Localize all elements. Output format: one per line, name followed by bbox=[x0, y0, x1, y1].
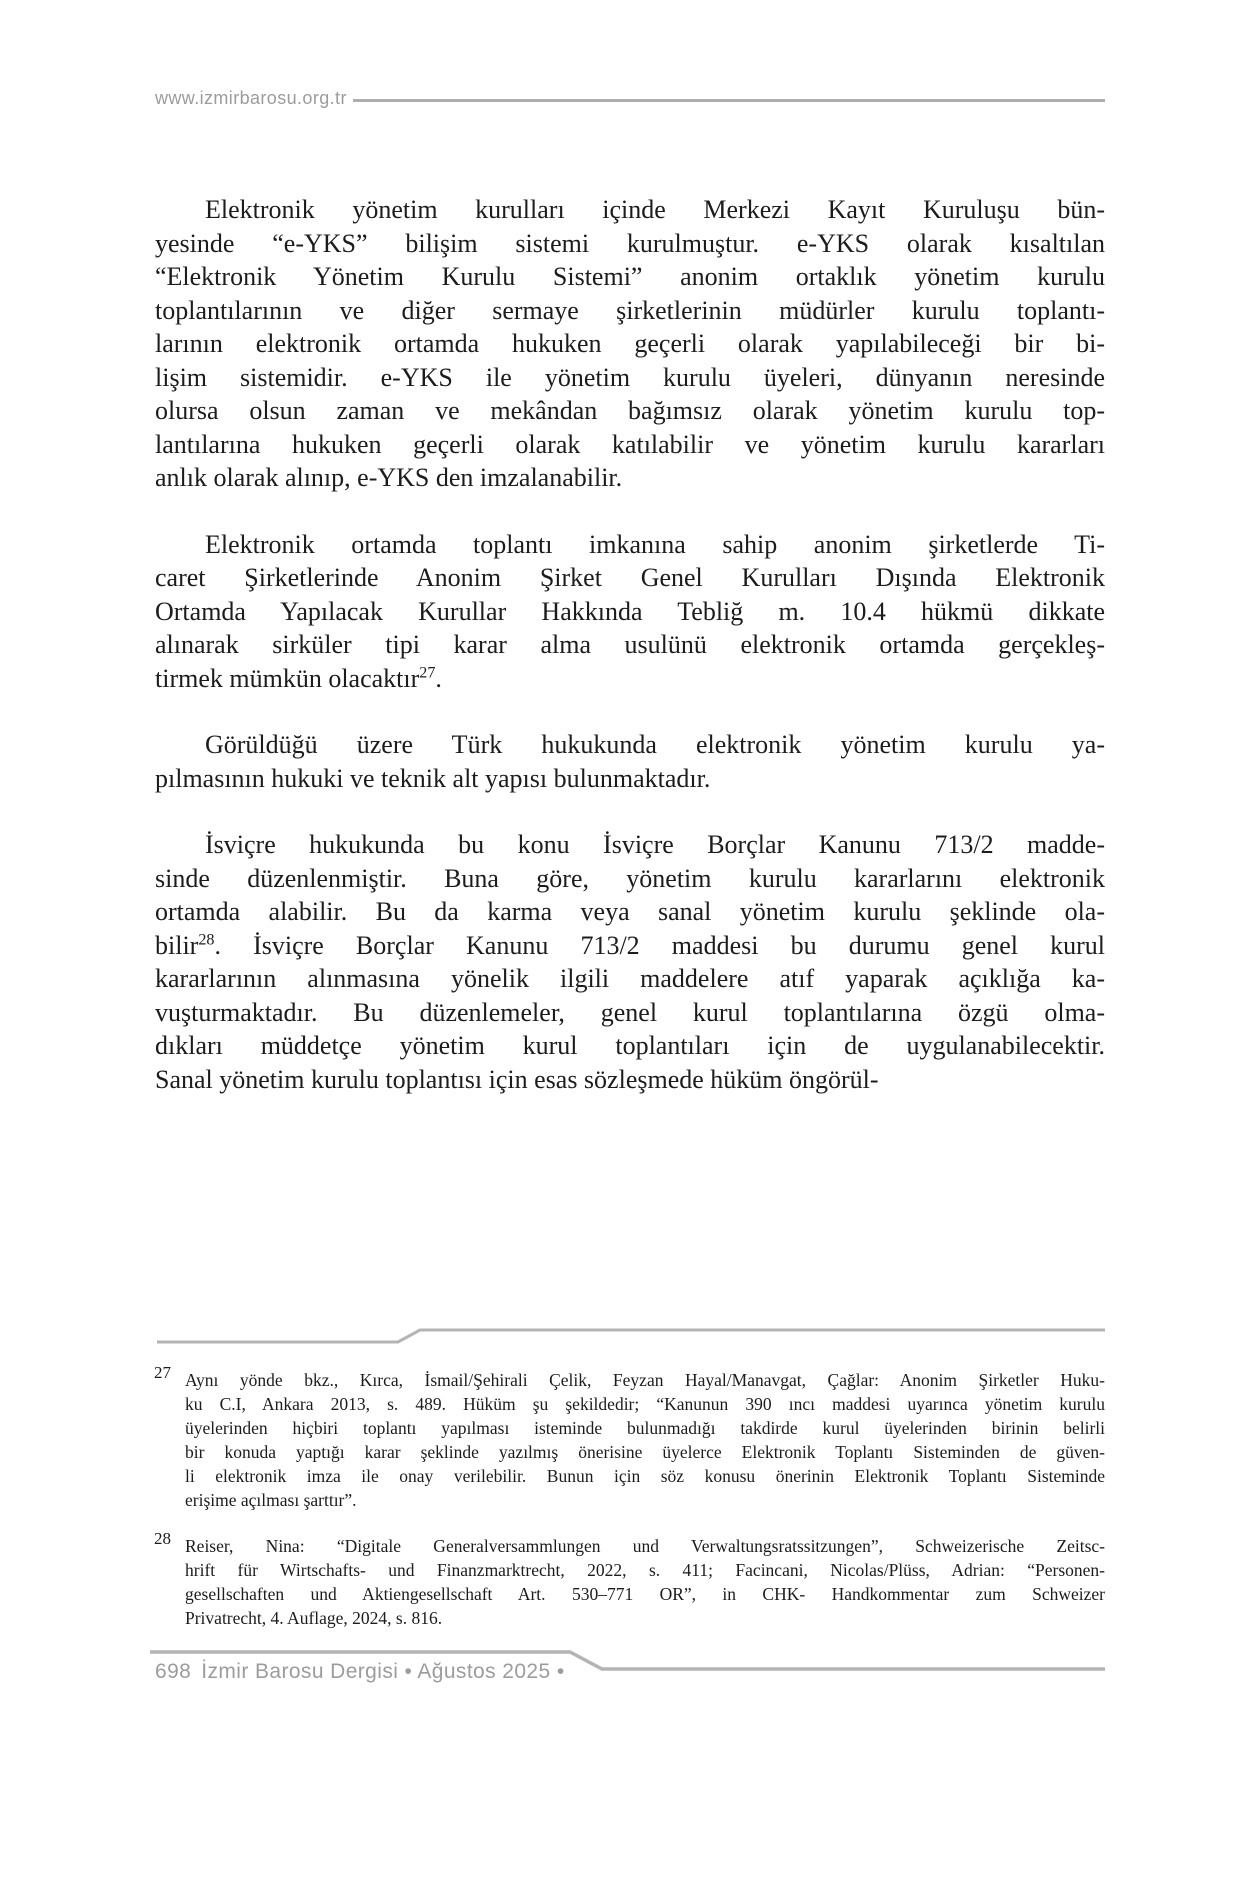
text-line: Aynı yönde bkz., Kırca, İsmail/Şehirali Çelik, Feyzan Hayal/Manavgat, Çağlar: Anonim Şirketler Huku- bbox=[185, 1370, 1105, 1390]
paragraph-2 bbox=[155, 528, 1105, 696]
text-line: İsviçre hukukunda bu konu İsviçre Borçlar Kanunu 713/2 madde- bbox=[205, 830, 1105, 859]
text-line: li elektronik imza ile onay verilebilir. Bunun için söz konusu önerinin Elektronik Toplantı Sisteminde bbox=[185, 1466, 1105, 1486]
text-line: lişim sistemidir. e-YKS ile yönetim kurulu üyeleri, dünyanın neresinde bbox=[155, 362, 1105, 392]
text-line: dıkları müddetçe yönetim kurul toplantıları için de uygulanabilecektir. bbox=[155, 1031, 1105, 1060]
text-line: Elektronik yönetim kurulları içinde Merkezi Kayıt Kuruluşu bün- bbox=[205, 195, 1105, 224]
footnote-number: 28 bbox=[154, 1529, 171, 1548]
text-line: Reiser, Nina: “Digitale Generalversammlungen und Verwaltungsratssitzungen”, Schweizerische Zeitsc- bbox=[185, 1536, 1105, 1556]
text-line: sinde düzenlenmiştir. Buna göre, yönetim kurulu kararlarını elektronik bbox=[155, 863, 1105, 893]
text-line: olursa olsun zaman ve mekândan bağımsız olarak yönetim kurulu top- bbox=[155, 396, 1105, 425]
page-number: 698 bbox=[155, 1660, 192, 1683]
text-run: . bbox=[435, 663, 442, 693]
text-line: bir konuda yaptığı karar şeklinde yazılmış önerisine üyelerce Elektronik Toplantı Sisteminden de güven- bbox=[185, 1442, 1105, 1462]
text-run: bilir bbox=[155, 930, 199, 960]
text-line: lantılarına hukuken geçerli olarak katılabilir ve yönetim kurulu kararları bbox=[155, 429, 1105, 459]
text-line: anlık olarak alınıp, e-YKS den imzalanabilir. bbox=[155, 463, 623, 492]
paragraph-3 bbox=[155, 728, 1105, 795]
text-run: . İsviçre Borçlar Kanunu 713/2 maddesi bu durumu genel kurul bbox=[214, 930, 1105, 960]
article-body bbox=[155, 193, 1105, 1129]
paragraph-4 bbox=[155, 828, 1105, 1096]
journal-info: İzmir Barosu Dergisi • Ağustos 2025 • bbox=[201, 1660, 565, 1683]
footnotes-section bbox=[154, 1363, 1105, 1652]
text-line bbox=[155, 929, 1105, 963]
text-line: üyelerinden hiçbiri toplantı yapılması isteminde bulunmadığı takdirde kurul üyelerinden birinin belirli bbox=[185, 1418, 1105, 1438]
text-line: Görüldüğü üzere Türk hukukunda elektronik yönetim kurulu ya- bbox=[205, 730, 1105, 759]
footnote-reference: 27 bbox=[419, 663, 436, 681]
text-line: erişime açılması şarttır”. bbox=[185, 1490, 357, 1510]
text-line: gesellschaften und Aktiengesellschaft Art. 530–771 OR”, in CHK- Handkommentar zum Schweizer bbox=[185, 1584, 1105, 1604]
footnote-number: 27 bbox=[154, 1363, 171, 1382]
text-line: larının elektronik ortamda hukuken geçerli olarak yapılabileceği bir bi- bbox=[155, 329, 1105, 358]
page-footer bbox=[155, 1660, 565, 1684]
footnote-text bbox=[185, 1368, 1105, 1512]
text-line bbox=[155, 662, 1105, 696]
text-line: Sanal yönetim kurulu toplantısı için esas sözleşmede hüküm öngörül- bbox=[155, 1064, 879, 1094]
text-line: toplantılarının ve diğer sermaye şirketlerinin müdürler kurulu toplantı- bbox=[155, 295, 1105, 325]
footnote-separator bbox=[150, 1327, 1105, 1347]
text-line: kararlarının alınmasına yönelik ilgili maddelere atıf yaparak açıklığa ka- bbox=[155, 964, 1105, 993]
text-line: ku C.I, Ankara 2013, s. 489. Hüküm şu şekildedir; “Kanunun 390 ıncı maddesi uyarınca yönetim kurulu bbox=[185, 1394, 1105, 1414]
page-header bbox=[155, 88, 1105, 109]
text-line: Elektronik ortamda toplantı imkanına sahip anonim şirketlerde Ti- bbox=[205, 529, 1105, 559]
text-line: pılmasının hukuki ve teknik alt yapısı bulunmaktadır. bbox=[155, 763, 711, 793]
footnote-27 bbox=[154, 1363, 1105, 1512]
text-line: yesinde “e-YKS” bilişim sistemi kurulmuştur. e-YKS olarak kısaltılan bbox=[155, 228, 1105, 258]
text-line: caret Şirketlerinde Anonim Şirket Genel Kurulları Dışında Elektronik bbox=[155, 563, 1105, 592]
text-line: vuşturmaktadır. Bu düzenlemeler, genel kurul toplantılarına özgü olma- bbox=[155, 997, 1105, 1027]
paragraph-1 bbox=[155, 193, 1105, 495]
text-line: Privatrecht, 4. Auflage, 2024, s. 816. bbox=[185, 1608, 443, 1628]
text-line: hrift für Wirtschafts- und Finanzmarktrecht, 2022, s. 411; Facincani, Nicolas/Plüss, Adrian: “Personen- bbox=[185, 1560, 1105, 1580]
text-line: Ortamda Yapılacak Kurullar Hakkında Tebliğ m. 10.4 hükmü dikkate bbox=[155, 596, 1105, 626]
header-rule bbox=[353, 99, 1105, 102]
footnote-28 bbox=[154, 1529, 1105, 1630]
text-run: tirmek mümkün olacaktır bbox=[155, 663, 420, 693]
footnote-text bbox=[185, 1534, 1105, 1630]
text-line: “Elektronik Yönetim Kurulu Sistemi” anonim ortaklık yönetim kurulu bbox=[155, 262, 1105, 291]
text-line: alınarak sirküler tipi karar alma usulünü elektronik ortamda gerçekleş- bbox=[155, 630, 1105, 659]
footnote-reference: 28 bbox=[198, 930, 215, 948]
text-line: ortamda alabilir. Bu da karma veya sanal yönetim kurulu şeklinde ola- bbox=[155, 897, 1105, 926]
website-url: www.izmirbarosu.org.tr bbox=[155, 88, 347, 108]
